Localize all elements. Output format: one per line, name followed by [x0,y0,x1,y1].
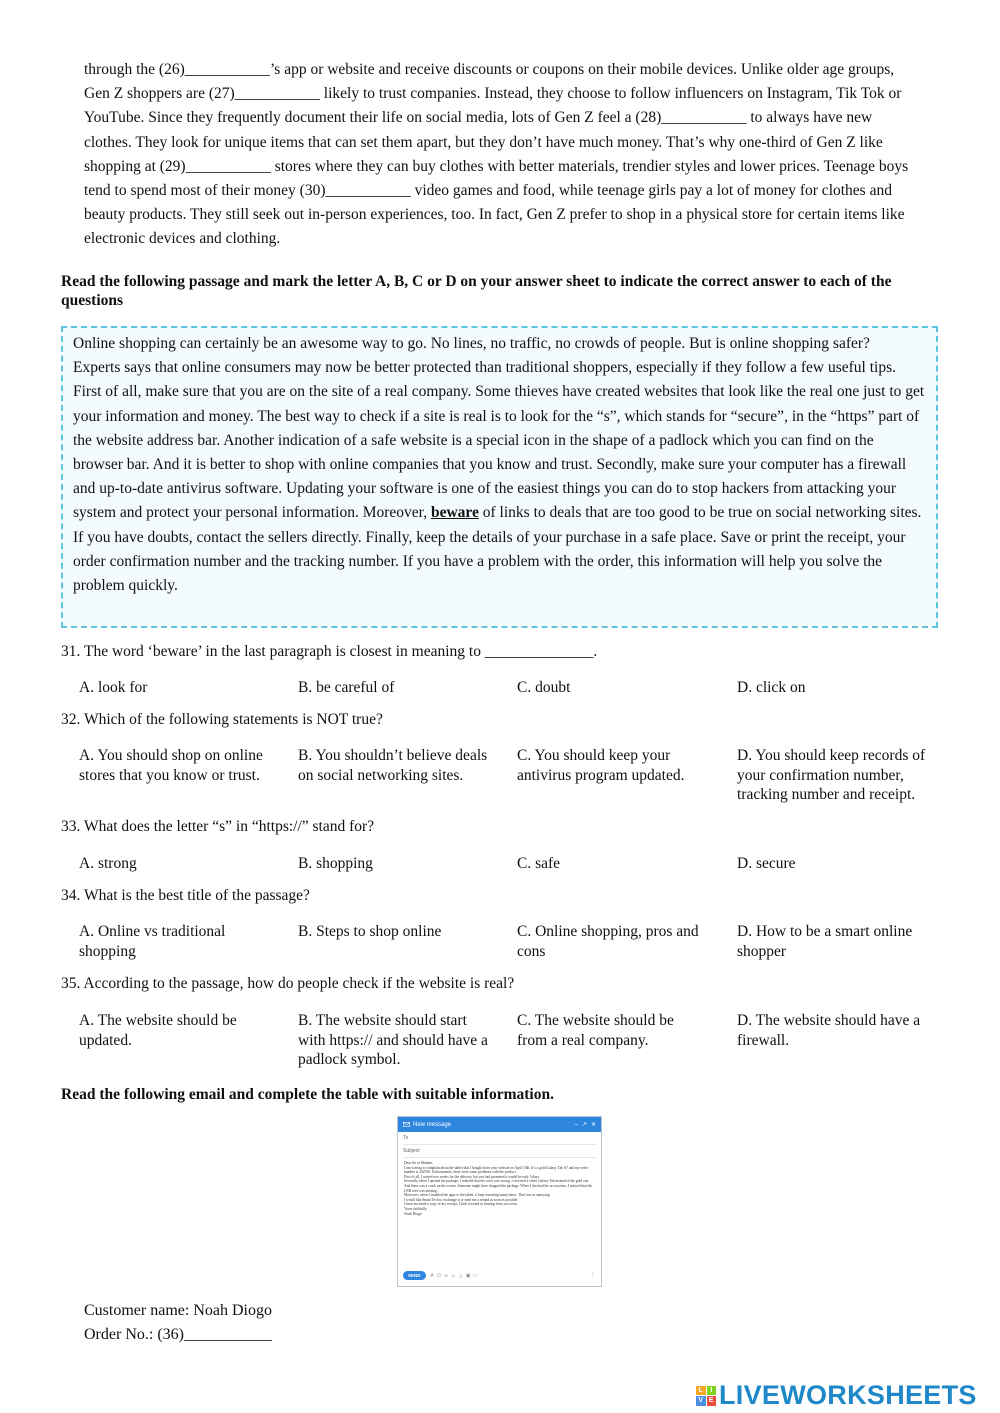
email-line: I have enclosed a copy of my receipt. I look forward to hearing from you soon. [404,1202,518,1207]
expand-icon[interactable]: ↗ [581,1122,587,1128]
email-line: Dear Sir or Madam, [404,1161,433,1165]
email-body[interactable] [398,1158,601,1269]
option-a[interactable]: A. You should shop on online stores that you know or trust. [79,747,263,784]
email-line: First of all, I waited two weeks for the delivery, but you had promised it would be only 3 days. [404,1174,540,1179]
question-35: 35. According to the passage, how do people check if the website is real? [61,975,515,992]
reading-passage-box [61,326,938,628]
option-d[interactable]: D. The website should have a firewall. [737,1012,921,1049]
logo-tile: I [707,1386,717,1396]
minimize-icon[interactable]: – [574,1121,578,1128]
logo-tile: L [696,1386,706,1396]
logo-tile: E [707,1396,717,1406]
email-instruction: Read the following email and complete the table with suitable information. [61,1086,554,1103]
beware-highlight: beware [430,504,479,522]
reading-instruction: Read the following passage and mark the letter A, B, C or D on your answer sheet to indicate the correct answer to each of the questions [61,273,892,309]
email-line: Moreover, when I installed the apps to the tablet, it kept restarting many times. That was so annoying. [404,1193,551,1198]
option-b[interactable]: B. You shouldn’t believe deals on social networking sites. [298,747,488,784]
option-c[interactable]: C. doubt [517,679,571,696]
order-number: Order No.: (36)___________ [84,1326,272,1343]
option-a[interactable]: A. Online vs traditional shopping [79,923,226,960]
email-to-field[interactable] [403,1132,596,1145]
logo-grid-icon [696,1386,716,1406]
more-options-icon[interactable]: ⋮ [590,1272,596,1278]
option-a[interactable]: A. The website should be updated. [79,1012,237,1049]
option-b[interactable]: B. shopping [298,855,373,872]
email-window-title: New message [413,1121,452,1128]
attach-icon[interactable]: ∅ [436,1272,442,1279]
drive-icon[interactable]: △ [458,1272,463,1279]
option-a[interactable]: A. look for [79,679,148,696]
email-line: I would like Smart Tech to exchange it or send me a refund as soon as possible. [404,1197,519,1202]
email-line: Secondly, when I opened the package, I realized that the color was wrong. I received a silver Galaxy Tab instead of the gold one. And there was a crack on the screen. Someone might have dropped the package. When I checked the accessories, I noticed that the USB wire was missing. [404,1179,593,1193]
option-b[interactable]: B. be careful of [298,679,395,696]
passage-intro: Online shopping can certainly be an awesome way to go. No lines, no traffic, no crowds of people. But is online shopping safer? [73,335,870,352]
question-34: 34. What is the best title of the passage? [61,887,310,904]
email-window [397,1116,602,1287]
option-d[interactable]: D. secure [737,855,796,872]
option-c[interactable]: C. You should keep your antivirus program updated. [517,747,685,784]
liveworksheets-logo [696,1380,977,1411]
option-d[interactable]: D. How to be a smart online shopper [737,923,913,960]
close-icon[interactable]: ✕ [590,1122,596,1128]
passage-text-2: of links to deals that are too good to be true on social networking sites. If you have doubts, contact the sellers directly. Finally, keep the details of your purchase in a safe place. Save or print the receipt, your order confirmation number and the tracking number. If you have a problem with the order, this information will help you solve the problem quickly. [73,504,922,595]
photo-icon[interactable]: ▣ [465,1272,471,1279]
customer-name: Customer name: Noah Diogo [84,1302,272,1319]
email-toolbar [403,1271,480,1280]
email-line: I am writing to complain about the tablet that I bought from your website on April 10th. It’s a gold Galaxy Tab A7 and my order number is 234760. Unfortunately, there were some problems with the product. [404,1165,589,1175]
email-line: Yours faithfully, [404,1206,428,1211]
link-icon[interactable]: ∞ [444,1272,448,1279]
mail-icon [403,1122,410,1127]
passage-body [73,356,926,598]
subject-label: Subject [403,1148,420,1154]
passage-text-1: Experts says that online consumers may now be better protected than traditional shoppers, especially if they follow a few useful tips. First of all, make sure that you are on the site of a real company. Some thieves have created websites that look like the real one just to get your information and money. The best way to check if a site is real is to look for the “s”, which stands for “secure”, in the “https” part of the website address bar. Another indication of a safe website is a special icon in the shape of a padlock which you can find on the browser bar. And it is better to shop with online companies that you know and trust. Secondly, make sure your computer has a firewall and up-to-date antivirus software. Updating your software is one of the easiest things you can do to stop hackers from attacking your system and protect your personal information. Moreover, [73,359,925,522]
option-d[interactable]: D. click on [737,679,806,696]
option-c[interactable]: C. The website should be from a real company. [517,1012,674,1049]
option-b[interactable]: B. The website should start with https:// and should have a padlock symbol. [298,1012,488,1068]
email-line: Noah Diogo [404,1211,422,1216]
option-b[interactable]: B. Steps to shop online [298,923,442,940]
email-subject-field[interactable] [403,1145,596,1158]
cloze-passage: through the (26)___________’s app or website and receive discounts or coupons on their mobile devices. Unlike older age groups, Gen Z shoppers are (27)___________ likely to trust companies. Instead, they choose to follow influencers on Instagram, Tik Tok or YouTube. Since they frequently document their life on social media, lots of Gen Z feel a (28)___________ to always have new clothes. They look for unique items that can set them apart, but they don’t have much money. That’s why one-third of Gen Z like shopping at (29)___________ stores where they can buy clothes with better materials, trendier styles and lower prices. Teenage boys tend to spend most of their money (30)___________ video games and food, while teenage girls pay a lot of money for clothes and beauty products. They still seek out in-person experiences, too. In fact, Gen Z prefer to shop in a physical store for certain items like electronic devices and clothing. [84,61,909,248]
format-text-icon[interactable]: A [430,1272,434,1279]
question-32: 32. Which of the following statements is NOT true? [61,711,383,728]
option-c[interactable]: C. safe [517,855,561,872]
trash-icon[interactable]: □ [473,1272,477,1279]
email-header [398,1117,601,1132]
to-label: To [403,1135,409,1141]
option-c[interactable]: C. Online shopping, pros and cons [517,923,699,960]
logo-tile: V [696,1396,706,1406]
logo-text: LIVEWORKSHEETS [719,1380,977,1410]
question-31: 31. The word ‘beware’ in the last paragraph is closest in meaning to ______________. [61,643,598,660]
option-a[interactable]: A. strong [79,855,137,872]
emoji-icon[interactable]: ☺ [450,1272,456,1279]
option-d[interactable]: D. You should keep records of your confirmation number, tracking number and receipt. [737,747,926,803]
question-33: 33. What does the letter “s” in “https://” stand for? [61,818,375,835]
send-button[interactable]: SEND [403,1271,426,1280]
